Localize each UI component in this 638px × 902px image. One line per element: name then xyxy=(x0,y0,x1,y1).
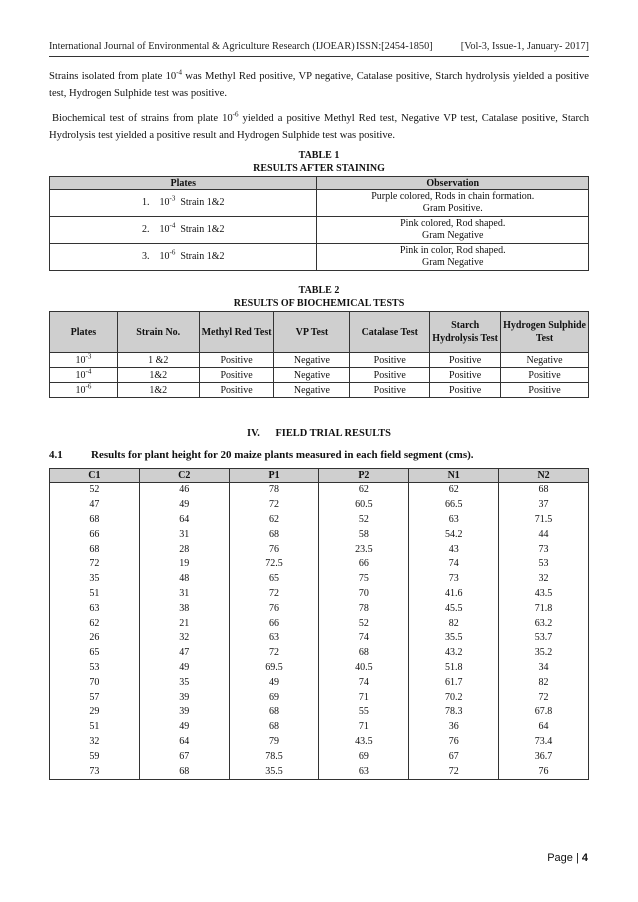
table-cell: 67 xyxy=(139,749,229,764)
table-cell: 73 xyxy=(409,572,499,587)
issn: ISSN:[2454-1850] xyxy=(356,41,433,52)
table1-label: TABLE 1 xyxy=(298,150,340,161)
subsection-number: 4.1 xyxy=(49,449,63,461)
header-p2: P2 xyxy=(319,469,409,483)
table-cell: 75 xyxy=(319,572,409,587)
table-cell: 68 xyxy=(50,542,140,557)
table-row xyxy=(50,572,589,587)
table-cell: 73 xyxy=(499,542,589,557)
table-cell: 62 xyxy=(409,483,499,498)
table-cell: 40.5 xyxy=(319,661,409,676)
table-row xyxy=(50,720,589,735)
table-cell: 72 xyxy=(229,498,319,513)
table-cell: Positive xyxy=(199,368,274,383)
plant-height-body xyxy=(50,483,589,780)
table-cell: 68 xyxy=(229,705,319,720)
table-row xyxy=(50,353,589,368)
table-biochemical-results xyxy=(49,311,589,398)
table-cell: 36.7 xyxy=(499,749,589,764)
header-plates: Plates xyxy=(50,312,118,353)
table-row xyxy=(50,498,589,513)
table-cell: 32 xyxy=(499,572,589,587)
table-cell: 26 xyxy=(50,631,140,646)
table-cell: 74 xyxy=(409,557,499,572)
table-cell: 51 xyxy=(50,587,140,602)
plate-cell: $10^{-4}$ xyxy=(50,368,118,383)
table-cell: 72 xyxy=(229,587,319,602)
table-cell: 74 xyxy=(319,675,409,690)
table-cell: 61.7 xyxy=(409,675,499,690)
table-cell: 66 xyxy=(319,557,409,572)
observation-cell: Pink in color, Rod shaped. Gram Negative xyxy=(317,244,589,271)
table-cell: 62 xyxy=(50,616,140,631)
table-cell: 62 xyxy=(319,483,409,498)
table-plant-height xyxy=(49,468,589,780)
table-cell: 51 xyxy=(50,720,140,735)
table-row xyxy=(50,217,589,244)
header-hydrogen-sulphide: Hydrogen Sulphide Test xyxy=(501,312,589,353)
table-cell: 52 xyxy=(319,513,409,528)
header-catalase: Catalase Test xyxy=(350,312,430,353)
table-cell: 71 xyxy=(319,690,409,705)
table-cell: 66 xyxy=(50,527,140,542)
table-cell: 78 xyxy=(229,483,319,498)
table-cell: 72.5 xyxy=(229,557,319,572)
header-vp-test: VP Test xyxy=(274,312,350,353)
table-staining-results xyxy=(49,176,589,271)
table-row xyxy=(50,661,589,676)
table-row xyxy=(50,483,589,498)
table-cell: 66.5 xyxy=(409,498,499,513)
table-cell: 53.7 xyxy=(499,631,589,646)
table-cell: 67.8 xyxy=(499,705,589,720)
table-cell: 31 xyxy=(139,587,229,602)
table-cell: Positive xyxy=(430,368,501,383)
table-row xyxy=(50,749,589,764)
table-row xyxy=(50,690,589,705)
table-cell: 43.5 xyxy=(499,587,589,602)
table-cell: 70.2 xyxy=(409,690,499,705)
table-cell: 76 xyxy=(409,735,499,750)
header-c2: C2 xyxy=(139,469,229,483)
plate-cell: 3. $10^{-6}$ Strain 1&2 xyxy=(50,244,317,271)
plate-cell: 2. $10^{-4}$ Strain 1&2 xyxy=(50,217,317,244)
table-cell: 63 xyxy=(229,631,319,646)
table-cell: 68 xyxy=(319,646,409,661)
plate-cell: $10^{-6}$ xyxy=(50,383,118,398)
table-cell: Positive xyxy=(350,368,430,383)
table-cell: 55 xyxy=(319,705,409,720)
table-row xyxy=(50,764,589,779)
table-cell: 71.5 xyxy=(499,513,589,528)
table-cell: 43 xyxy=(409,542,499,557)
table-cell: Positive xyxy=(199,353,274,368)
table-cell: 68 xyxy=(499,483,589,498)
table-cell: 52 xyxy=(319,616,409,631)
table-cell: 64 xyxy=(499,720,589,735)
table-cell: 32 xyxy=(139,631,229,646)
table-cell: 68 xyxy=(50,513,140,528)
table-row xyxy=(50,587,589,602)
table-cell: 65 xyxy=(50,646,140,661)
table-cell: 72 xyxy=(409,764,499,779)
table-cell: Negative xyxy=(274,368,350,383)
table-cell: 35.2 xyxy=(499,646,589,661)
table-row xyxy=(50,542,589,557)
header-n2: N2 xyxy=(499,469,589,483)
table-row xyxy=(50,675,589,690)
table-row xyxy=(50,527,589,542)
header-rule xyxy=(49,56,589,57)
table-cell: 21 xyxy=(139,616,229,631)
table-cell: 78.3 xyxy=(409,705,499,720)
header-n1: N1 xyxy=(409,469,499,483)
observation-cell: Pink colored, Rod shaped. Gram Negative xyxy=(317,217,589,244)
header-methyl-red: Methyl Red Test xyxy=(199,312,274,353)
table-row xyxy=(50,513,589,528)
table-cell: 47 xyxy=(139,646,229,661)
table-cell: 73.4 xyxy=(499,735,589,750)
table2-label: TABLE 2 xyxy=(298,285,340,296)
table-cell: 76 xyxy=(499,764,589,779)
table-cell: 78 xyxy=(319,601,409,616)
table-row xyxy=(50,735,589,750)
table-cell: 59 xyxy=(50,749,140,764)
plate-cell: 1. $10^{-3}$ Strain 1&2 xyxy=(50,190,317,217)
table-cell: 70 xyxy=(319,587,409,602)
table-cell: Negative xyxy=(274,353,350,368)
table-cell: 43.2 xyxy=(409,646,499,661)
section-heading xyxy=(49,428,589,439)
section-title: FIELD TRIAL RESULTS xyxy=(275,428,391,439)
table-cell: 43.5 xyxy=(319,735,409,750)
header-plates: Plates xyxy=(50,177,317,190)
table-cell: 53 xyxy=(499,557,589,572)
page-footer: Page | 4 xyxy=(547,852,588,864)
table-cell: 64 xyxy=(139,735,229,750)
table-cell: Positive xyxy=(350,383,430,398)
header-strain-no: Strain No. xyxy=(117,312,199,353)
table-cell: Negative xyxy=(501,353,589,368)
table-cell: 34 xyxy=(499,661,589,676)
table-cell: 78.5 xyxy=(229,749,319,764)
table-cell: 74 xyxy=(319,631,409,646)
table-cell: 28 xyxy=(139,542,229,557)
table-row xyxy=(50,557,589,572)
table-row xyxy=(50,616,589,631)
table-cell: Positive xyxy=(199,383,274,398)
table-cell: 44 xyxy=(499,527,589,542)
table-row xyxy=(50,244,589,271)
table-cell: 36 xyxy=(409,720,499,735)
table-cell: 82 xyxy=(499,675,589,690)
table-cell: 69 xyxy=(319,749,409,764)
table-cell: 62 xyxy=(229,513,319,528)
table-cell: 49 xyxy=(229,675,319,690)
table-cell: 67 xyxy=(409,749,499,764)
table-cell: 23.5 xyxy=(319,542,409,557)
table-cell: 39 xyxy=(139,705,229,720)
journal-name: International Journal of Environmental & Agriculture Research (IJOEAR) xyxy=(49,41,355,52)
table-row xyxy=(50,383,589,398)
table-cell: 1&2 xyxy=(117,368,199,383)
section-number: IV. xyxy=(247,428,260,439)
table-cell: 35.5 xyxy=(229,764,319,779)
table-cell: 49 xyxy=(139,498,229,513)
subsection-heading xyxy=(49,449,474,461)
table-row xyxy=(50,601,589,616)
table-row xyxy=(50,646,589,661)
table-cell: 29 xyxy=(50,705,140,720)
table-cell: 1 &2 xyxy=(117,353,199,368)
table-cell: 63.2 xyxy=(499,616,589,631)
table-row xyxy=(50,368,589,383)
table2-caption: RESULTS OF BIOCHEMICAL TESTS xyxy=(233,298,405,309)
table-cell: 39 xyxy=(139,690,229,705)
table-cell: 1&2 xyxy=(117,383,199,398)
table-cell: 71 xyxy=(319,720,409,735)
table-cell: 63 xyxy=(319,764,409,779)
table-cell: 49 xyxy=(139,661,229,676)
table-cell: 73 xyxy=(50,764,140,779)
page-number: 4 xyxy=(581,852,588,864)
table-header-row xyxy=(50,177,589,190)
table-cell: 19 xyxy=(139,557,229,572)
table-cell: 76 xyxy=(229,601,319,616)
table-cell: 69 xyxy=(229,690,319,705)
table-cell: 71.8 xyxy=(499,601,589,616)
table-cell: 51.8 xyxy=(409,661,499,676)
table-cell: 63 xyxy=(409,513,499,528)
table-cell: 48 xyxy=(139,572,229,587)
table-header-row xyxy=(50,312,589,353)
table-cell: 65 xyxy=(229,572,319,587)
page-label: Page xyxy=(547,852,573,864)
table-cell: 37 xyxy=(499,498,589,513)
table-cell: 68 xyxy=(139,764,229,779)
table-cell: 41.6 xyxy=(409,587,499,602)
table-cell: 70 xyxy=(50,675,140,690)
paragraph-plate-10-6: Biochemical test of strains from plate $10^{-6}$ yielded a positive Methyl Red test, Negative VP test, Catalase positive, Starch Hydrolysis test yielded a positive result and Hydrogen Sulphide test was positive. xyxy=(49,110,589,141)
paragraph-plate-10-4: Strains isolated from plate $10^{-4}$ was Methyl Red positive, VP negative, Catalase positive, Starch hydrolysis yielded a positive test, Hydrogen Sulphide test was positive. xyxy=(49,68,589,99)
table-cell: Positive xyxy=(430,353,501,368)
plate-cell: $10^{-3}$ xyxy=(50,353,118,368)
table-row xyxy=(50,631,589,646)
table-cell: 68 xyxy=(229,720,319,735)
table-header-row xyxy=(50,469,589,483)
header-observation: Observation xyxy=(317,177,589,190)
table-cell: 76 xyxy=(229,542,319,557)
table-cell: 35.5 xyxy=(409,631,499,646)
table-cell: 45.5 xyxy=(409,601,499,616)
table-cell: 35 xyxy=(139,675,229,690)
table-cell: 63 xyxy=(50,601,140,616)
table-cell: 58 xyxy=(319,527,409,542)
volume-issue: [Vol-3, Issue-1, January- 2017] xyxy=(460,41,589,52)
table-cell: Positive xyxy=(501,383,589,398)
table-cell: 35 xyxy=(50,572,140,587)
table-cell: 69.5 xyxy=(229,661,319,676)
table-cell: 31 xyxy=(139,527,229,542)
table-cell: 49 xyxy=(139,720,229,735)
header-c1: C1 xyxy=(50,469,140,483)
table-cell: Positive xyxy=(430,383,501,398)
table-cell: 64 xyxy=(139,513,229,528)
table-cell: 54.2 xyxy=(409,527,499,542)
table-cell: 79 xyxy=(229,735,319,750)
table-cell: Positive xyxy=(350,353,430,368)
subsection-title: Results for plant height for 20 maize plants measured in each field segment (cms). xyxy=(91,449,474,461)
table-cell: Negative xyxy=(274,383,350,398)
table-cell: 68 xyxy=(229,527,319,542)
table-cell: 72 xyxy=(499,690,589,705)
table-cell: 32 xyxy=(50,735,140,750)
header-starch: Starch Hydrolysis Test xyxy=(430,312,501,353)
table-cell: 57 xyxy=(50,690,140,705)
table-cell: 47 xyxy=(50,498,140,513)
table-row xyxy=(50,705,589,720)
table-cell: 66 xyxy=(229,616,319,631)
table-cell: 72 xyxy=(229,646,319,661)
table1-caption: RESULTS AFTER STAINING xyxy=(253,163,385,174)
table-row xyxy=(50,190,589,217)
table-cell: 53 xyxy=(50,661,140,676)
table-cell: 72 xyxy=(50,557,140,572)
table-cell: 46 xyxy=(139,483,229,498)
table-cell: 82 xyxy=(409,616,499,631)
header-p1: P1 xyxy=(229,469,319,483)
table-cell: Positive xyxy=(501,368,589,383)
table-cell: 38 xyxy=(139,601,229,616)
table-cell: 60.5 xyxy=(319,498,409,513)
table-cell: 52 xyxy=(50,483,140,498)
observation-cell: Purple colored, Rods in chain formation. Gram Positive. xyxy=(317,190,589,217)
